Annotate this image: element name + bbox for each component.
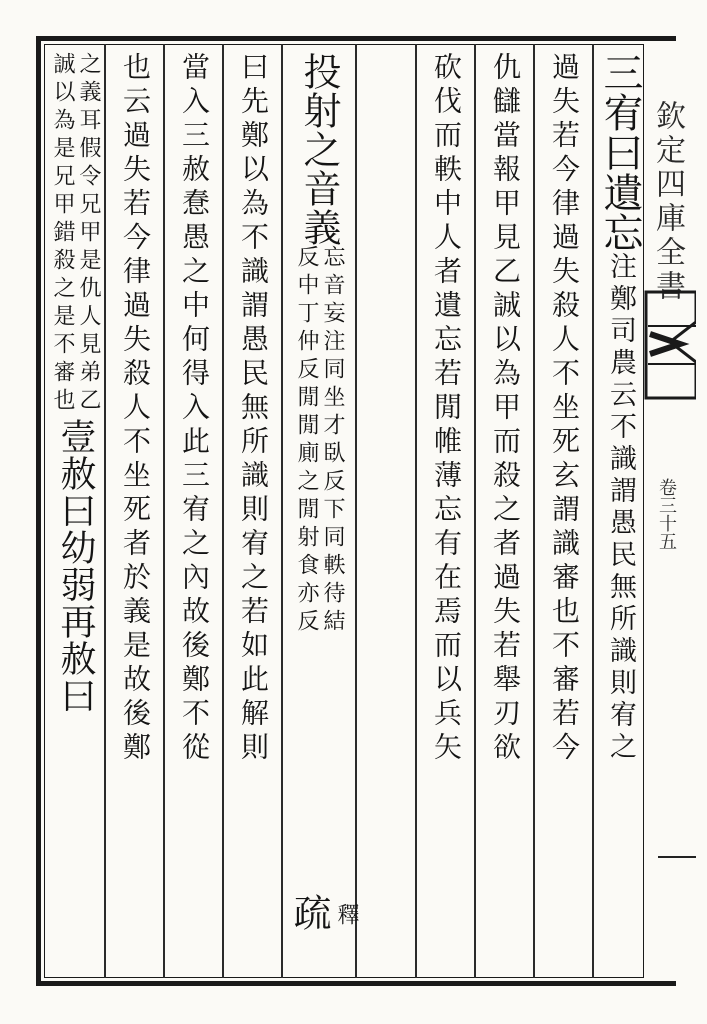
fish-tail-ornament bbox=[640, 286, 696, 404]
fore-edge bbox=[640, 36, 707, 986]
main-text: 壹赦曰幼弱再赦曰 bbox=[55, 418, 96, 714]
annotation-text: 注鄭司農云不識謂愚民無所識則宥之 bbox=[605, 252, 636, 764]
text-column-2 bbox=[536, 52, 592, 766]
text-column-5 bbox=[284, 52, 354, 637]
annotation-text: 也云過失若今律過失殺人不坐死者於義是故後鄭 bbox=[119, 52, 152, 766]
column-rule bbox=[592, 44, 594, 978]
column-rule bbox=[533, 44, 535, 978]
annotation-text: 忘音妄注同坐才臥反下同軼待結 bbox=[320, 245, 345, 637]
text-column-6 bbox=[225, 52, 281, 766]
book-title: 欽定四庫全書 bbox=[650, 100, 685, 304]
annotation-text: 曰先鄭以為不識謂愚民無所識則宥之若如此解則 bbox=[237, 52, 270, 766]
annotation-text: 過失若今律過失殺人不坐死玄謂識審也不審若今 bbox=[548, 52, 581, 766]
volume-label: 卷三十五 bbox=[656, 478, 677, 550]
column-rule bbox=[104, 44, 106, 978]
text-column-8 bbox=[107, 52, 163, 766]
column-rule bbox=[474, 44, 476, 978]
column-rule bbox=[281, 44, 283, 978]
main-text: 三宥曰遺忘 bbox=[597, 52, 643, 252]
text-column-1 bbox=[596, 52, 644, 764]
text-column-9 bbox=[46, 52, 104, 714]
annotation-text: 仇讎當報甲見乙誠以為甲而殺之者過失若舉刃欲 bbox=[489, 52, 522, 766]
annotation-text: 誠以為是兄甲錯殺之是不審也 bbox=[50, 52, 75, 416]
annotation-text: 反中丁仲反閒閒廁之閒射食亦反 bbox=[294, 245, 319, 637]
main-text: 疏 bbox=[287, 893, 331, 932]
fore-edge-line bbox=[658, 856, 696, 858]
annotation-text: 當入三赦惷愚之中何得入此三宥之內故後鄭不從 bbox=[178, 52, 211, 766]
text-column-4 bbox=[418, 52, 474, 766]
main-text: 投射之音義 bbox=[297, 52, 341, 247]
text-column-7 bbox=[166, 52, 222, 766]
column-rule bbox=[163, 44, 165, 978]
annotation-text: 砍伐而軼中人者遺忘若閒帷薄忘有在焉而以兵矢 bbox=[430, 52, 463, 766]
column-rule bbox=[222, 44, 224, 978]
column-rule bbox=[355, 44, 357, 978]
column-5-tail bbox=[288, 893, 358, 932]
text-column-3 bbox=[477, 52, 533, 766]
column-rule bbox=[415, 44, 417, 978]
annotation-text: 之義耳假令兄甲是仇人見弟乙 bbox=[76, 52, 101, 416]
annotation-text: 釋 bbox=[334, 903, 359, 931]
